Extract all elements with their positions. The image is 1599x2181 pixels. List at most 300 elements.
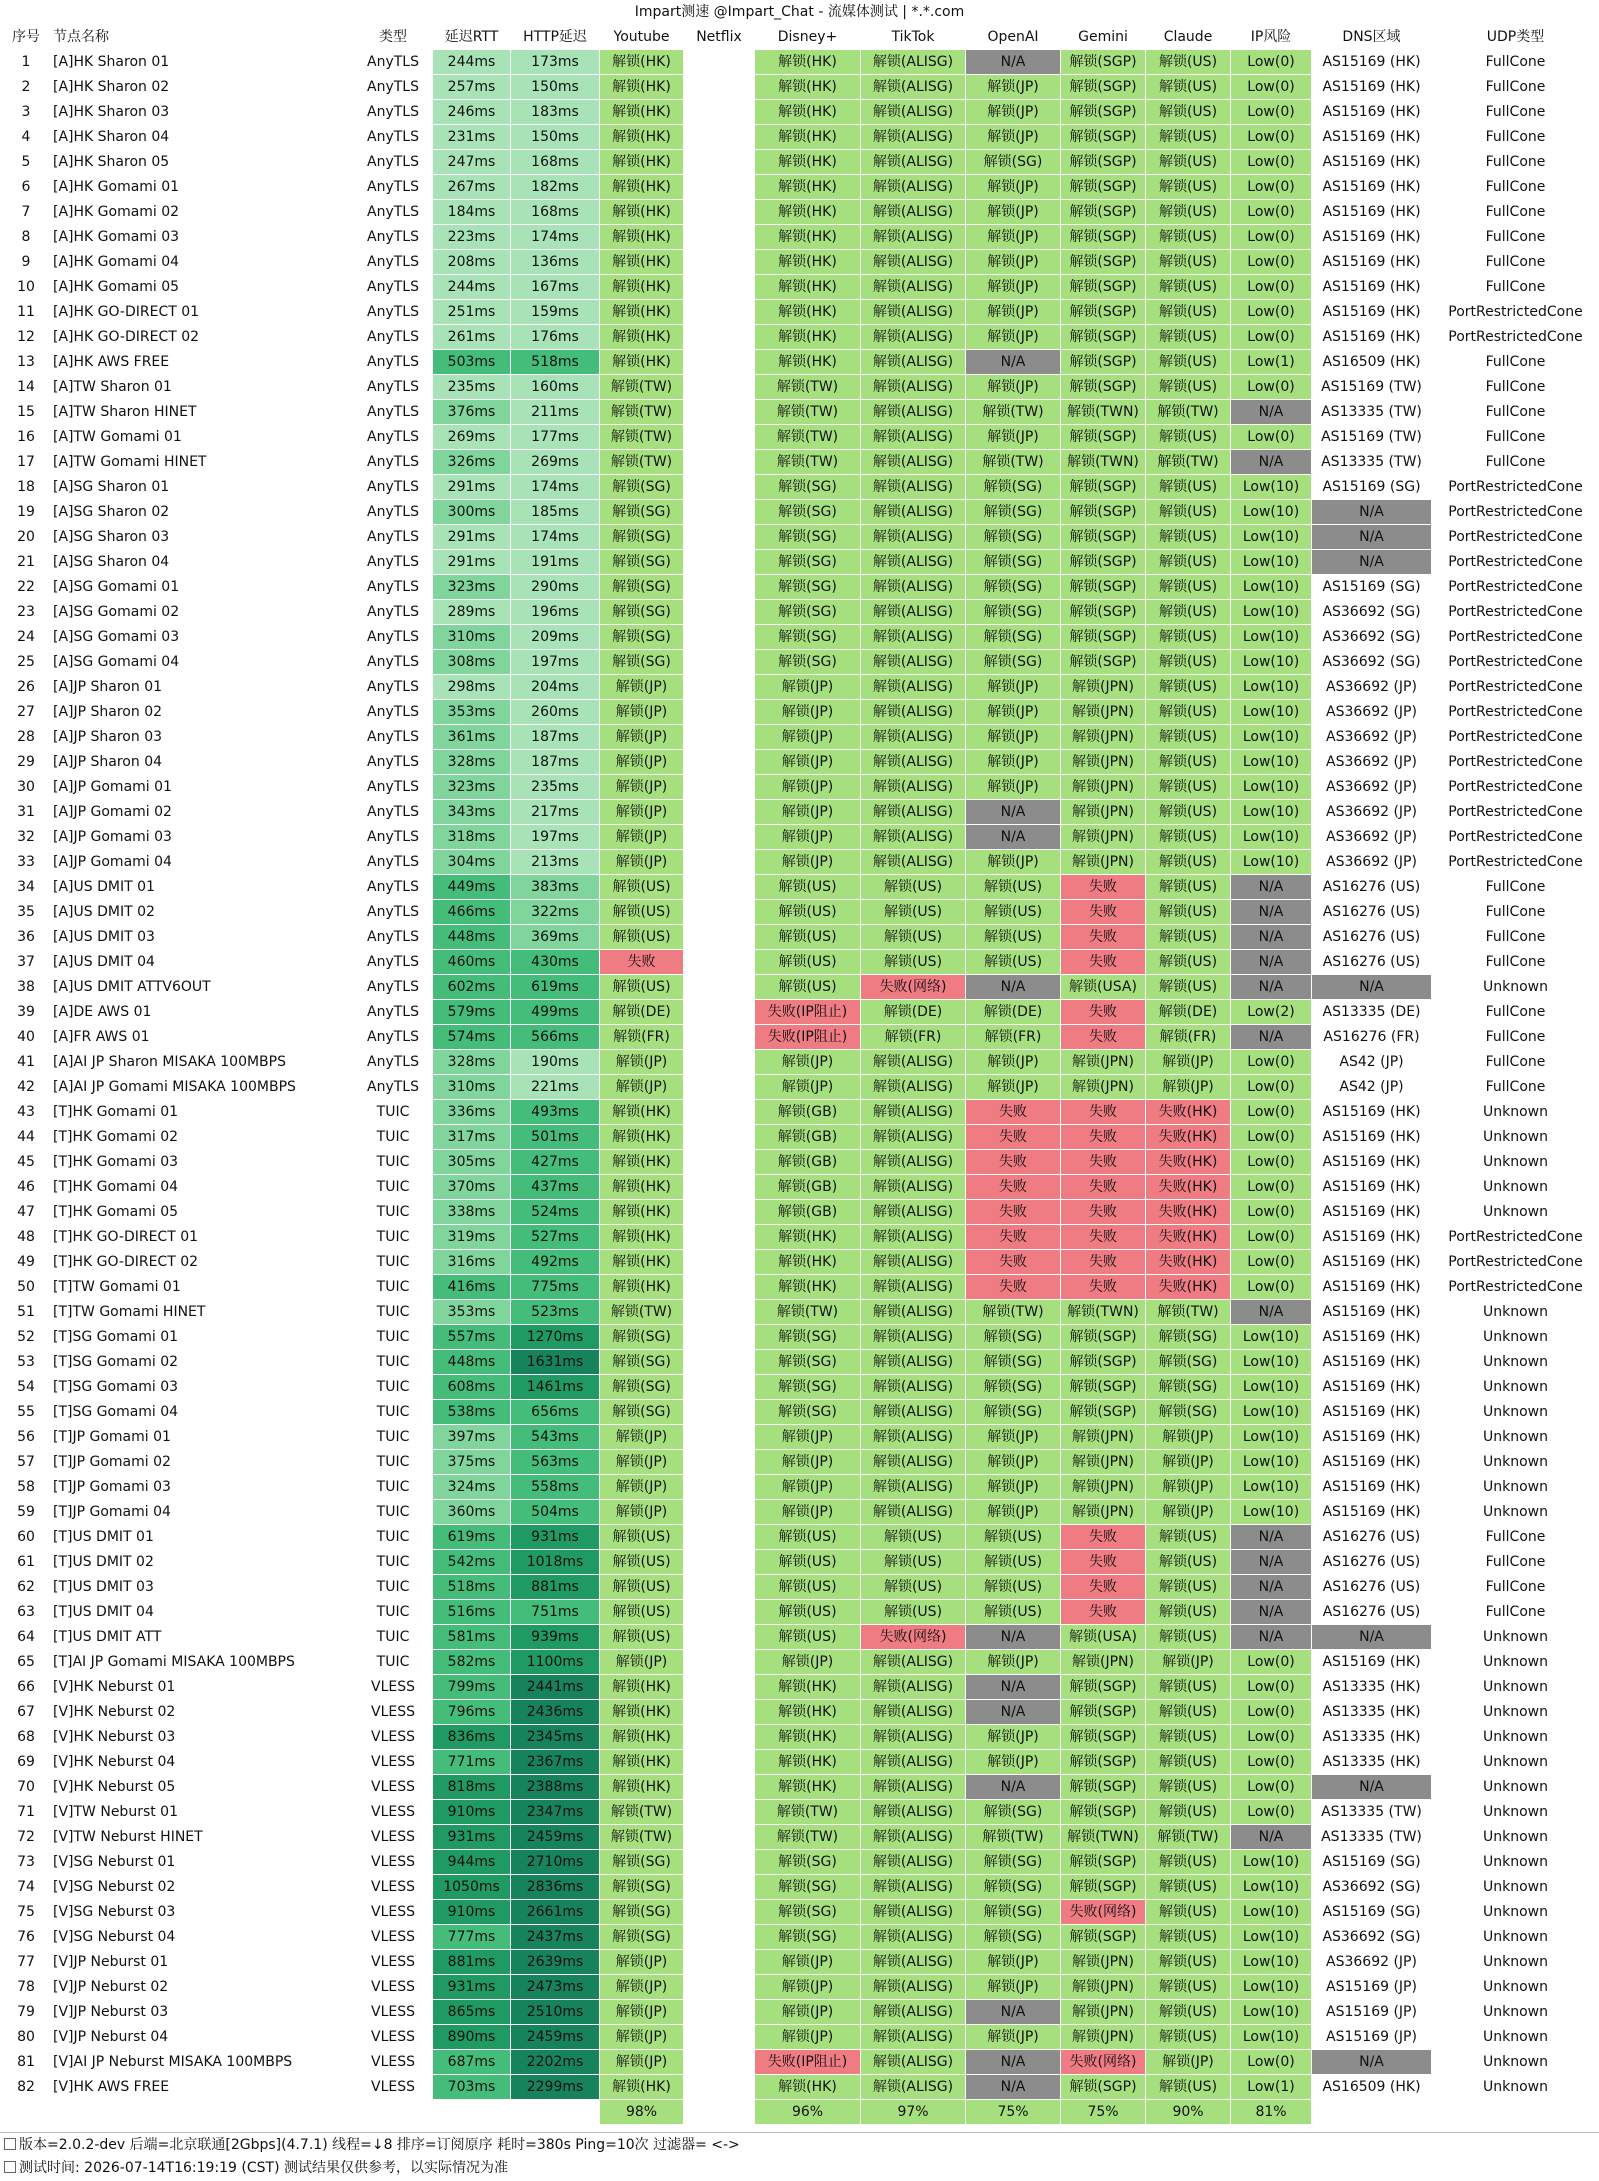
cell-ip-risk: Low(0) <box>1231 1150 1312 1175</box>
cell-disney: 解锁(HK) <box>755 1700 861 1725</box>
table-row <box>0 625 1599 650</box>
cell-openai: N/A <box>966 350 1061 375</box>
cell-youtube: 解锁(JP) <box>600 2050 684 2075</box>
cell-disney: 解锁(GB) <box>755 1175 861 1200</box>
cell-dns-region: AS36692 (JP) <box>1312 750 1432 775</box>
cell-type: AnyTLS <box>354 900 433 925</box>
cell-dns-region: AS36692 (JP) <box>1312 825 1432 850</box>
cell-udp-type: PortRestrictedCone <box>1432 850 1599 875</box>
cell-tiktok: 解锁(ALISG) <box>861 100 966 125</box>
cell-udp-type: FullCone <box>1432 275 1599 300</box>
cell-gemini: 解锁(JPN) <box>1061 1450 1146 1475</box>
cell-disney: 解锁(TW) <box>755 425 861 450</box>
cell-openai: 75% <box>966 2100 1061 2125</box>
cell-netflix <box>684 700 755 725</box>
cell-udp-type: Unknown <box>1432 1950 1599 1975</box>
table-header <box>0 25 1599 50</box>
cell-http-latency: 2437ms <box>511 1925 600 1950</box>
cell-tiktok: 解锁(ALISG) <box>861 1375 966 1400</box>
cell-tiktok: 解锁(ALISG) <box>861 2050 966 2075</box>
cell-youtube: 解锁(HK) <box>600 300 684 325</box>
cell-udp-type: FullCone <box>1432 50 1599 75</box>
cell-netflix <box>684 1325 755 1350</box>
cell-netflix <box>684 1450 755 1475</box>
cell-openai: 解锁(JP) <box>966 1975 1061 2000</box>
cell-http-latency: 235ms <box>511 775 600 800</box>
cell-dns-region: AS15169 (HK) <box>1312 1400 1432 1425</box>
cell-http-latency: 217ms <box>511 800 600 825</box>
cell-http-latency: 437ms <box>511 1175 600 1200</box>
cell-dns-region: AS36692 (SG) <box>1312 1925 1432 1950</box>
cell-netflix <box>684 475 755 500</box>
cell-tiktok: 解锁(ALISG) <box>861 500 966 525</box>
cell-openai: 失败 <box>966 1250 1061 1275</box>
cell-claude: 解锁(SG) <box>1146 1400 1231 1425</box>
cell-youtube: 解锁(HK) <box>600 1750 684 1775</box>
table-row <box>0 200 1599 225</box>
cell-gemini: 解锁(SGP) <box>1061 50 1146 75</box>
cell-type: TUIC <box>354 1450 433 1475</box>
cell-http-latency: 2459ms <box>511 1825 600 1850</box>
table-row <box>0 1050 1599 1075</box>
cell-type: AnyTLS <box>354 475 433 500</box>
cell-gemini: 失败 <box>1061 1550 1146 1575</box>
cell-claude: 解锁(JP) <box>1146 2050 1231 2075</box>
cell-ip-risk: Low(0) <box>1231 1750 1312 1775</box>
cell-disney: 解锁(GB) <box>755 1100 861 1125</box>
cell-http-latency: 383ms <box>511 875 600 900</box>
cell-http-latency: 2510ms <box>511 2000 600 2025</box>
cell-youtube: 解锁(HK) <box>600 275 684 300</box>
cell-index: 73 <box>0 1850 53 1875</box>
cell-claude: 解锁(US) <box>1146 825 1231 850</box>
cell-openai: 失败 <box>966 1200 1061 1225</box>
cell-udp-type <box>1432 2100 1599 2125</box>
cell-index <box>0 2100 53 2125</box>
cell-youtube: 解锁(SG) <box>600 1375 684 1400</box>
cell-tiktok: 解锁(ALISG) <box>861 850 966 875</box>
cell-type: VLESS <box>354 1800 433 1825</box>
cell-openai: 解锁(JP) <box>966 700 1061 725</box>
cell-type: VLESS <box>354 1900 433 1925</box>
cell-tiktok: 解锁(ALISG) <box>861 325 966 350</box>
cell-node-name: [V]SG Neburst 02 <box>53 1875 354 1900</box>
cell-rtt: 353ms <box>433 1300 511 1325</box>
cell-netflix <box>684 575 755 600</box>
cell-node-name: [A]JP Gomami 01 <box>53 775 354 800</box>
cell-gemini: 解锁(SGP) <box>1061 75 1146 100</box>
cell-rtt: 881ms <box>433 1950 511 1975</box>
cell-type: TUIC <box>354 1600 433 1625</box>
cell-index: 77 <box>0 1950 53 1975</box>
cell-node-name: [V]HK Neburst 01 <box>53 1675 354 1700</box>
cell-gemini: 解锁(JPN) <box>1061 675 1146 700</box>
cell-disney: 解锁(JP) <box>755 1425 861 1450</box>
cell-tiktok: 解锁(ALISG) <box>861 1425 966 1450</box>
cell-rtt: 448ms <box>433 1350 511 1375</box>
cell-openai: 解锁(JP) <box>966 100 1061 125</box>
cell-gemini: 失败 <box>1061 1525 1146 1550</box>
table-row <box>0 1300 1599 1325</box>
cell-index: 24 <box>0 625 53 650</box>
cell-ip-risk: Low(10) <box>1231 625 1312 650</box>
cell-gemini: 解锁(SGP) <box>1061 1875 1146 1900</box>
cell-tiktok: 解锁(US) <box>861 1550 966 1575</box>
cell-ip-risk: Low(0) <box>1231 1275 1312 1300</box>
cell-http-latency: 183ms <box>511 100 600 125</box>
cell-type: AnyTLS <box>354 325 433 350</box>
cell-claude: 解锁(US) <box>1146 425 1231 450</box>
cell-udp-type: FullCone <box>1432 225 1599 250</box>
cell-http-latency: 2473ms <box>511 1975 600 2000</box>
table-row <box>0 825 1599 850</box>
test-time-line <box>0 2156 1599 2181</box>
cell-type: AnyTLS <box>354 200 433 225</box>
cell-openai: 解锁(JP) <box>966 1500 1061 1525</box>
cell-youtube: 解锁(JP) <box>600 1500 684 1525</box>
cell-node-name: [A]HK Gomami 05 <box>53 275 354 300</box>
cell-gemini: 解锁(SGP) <box>1061 1350 1146 1375</box>
cell-youtube: 失败 <box>600 950 684 975</box>
cell-http-latency: 2347ms <box>511 1800 600 1825</box>
cell-type: AnyTLS <box>354 550 433 575</box>
cell-dns-region: AS13335 (TW) <box>1312 1800 1432 1825</box>
cell-ip-risk: Low(10) <box>1231 1325 1312 1350</box>
cell-rtt: 503ms <box>433 350 511 375</box>
cell-disney: 解锁(HK) <box>755 1725 861 1750</box>
cell-type: TUIC <box>354 1250 433 1275</box>
cell-claude: 解锁(US) <box>1146 225 1231 250</box>
cell-disney: 解锁(SG) <box>755 600 861 625</box>
cell-index: 53 <box>0 1350 53 1375</box>
cell-openai: N/A <box>966 2050 1061 2075</box>
cell-index: 75 <box>0 1900 53 1925</box>
cell-youtube: 解锁(JP) <box>600 1050 684 1075</box>
cell-dns-region: AS13335 (TW) <box>1312 400 1432 425</box>
cell-udp-type: PortRestrictedCone <box>1432 775 1599 800</box>
cell-udp-type: Unknown <box>1432 1825 1599 1850</box>
cell-http-latency: 322ms <box>511 900 600 925</box>
cell-tiktok: 解锁(FR) <box>861 1025 966 1050</box>
cell-dns-region: AS13335 (DE) <box>1312 1000 1432 1025</box>
cell-http-latency: 2299ms <box>511 2075 600 2100</box>
cell-gemini: 解锁(SGP) <box>1061 325 1146 350</box>
cell-disney: 解锁(US) <box>755 975 861 1000</box>
cell-youtube: 解锁(HK) <box>600 250 684 275</box>
cell-ip-risk: Low(10) <box>1231 1975 1312 2000</box>
table-row <box>0 1225 1599 1250</box>
cell-gemini: 失败 <box>1061 950 1146 975</box>
cell-openai: 解锁(JP) <box>966 75 1061 100</box>
cell-http-latency: 2436ms <box>511 1700 600 1725</box>
cell-udp-type: Unknown <box>1432 1775 1599 1800</box>
cell-gemini: 解锁(TWN) <box>1061 1825 1146 1850</box>
cell-youtube: 解锁(US) <box>600 1575 684 1600</box>
cell-ip-risk: Low(0) <box>1231 300 1312 325</box>
header-gemini: Gemini <box>1061 25 1146 50</box>
cell-gemini: 解锁(TWN) <box>1061 1300 1146 1325</box>
cell-type: VLESS <box>354 2000 433 2025</box>
cell-claude: 失败(HK) <box>1146 1225 1231 1250</box>
table-row <box>0 800 1599 825</box>
cell-udp-type: PortRestrictedCone <box>1432 825 1599 850</box>
cell-udp-type: FullCone <box>1432 1000 1599 1025</box>
cell-udp-type: Unknown <box>1432 1925 1599 1950</box>
cell-udp-type: Unknown <box>1432 1100 1599 1125</box>
cell-node-name: [A]HK GO-DIRECT 02 <box>53 325 354 350</box>
cell-index: 4 <box>0 125 53 150</box>
cell-ip-risk: N/A <box>1231 925 1312 950</box>
cell-rtt: 323ms <box>433 775 511 800</box>
cell-ip-risk: Low(10) <box>1231 1425 1312 1450</box>
cell-dns-region: AS15169 (HK) <box>1312 225 1432 250</box>
cell-openai: 解锁(JP) <box>966 225 1061 250</box>
cell-udp-type: Unknown <box>1432 2025 1599 2050</box>
table-row <box>0 1525 1599 1550</box>
cell-openai: 解锁(JP) <box>966 1950 1061 1975</box>
header-claude: Claude <box>1146 25 1231 50</box>
cell-udp-type: PortRestrictedCone <box>1432 700 1599 725</box>
cell-index: 28 <box>0 725 53 750</box>
cell-udp-type: FullCone <box>1432 875 1599 900</box>
cell-index: 2 <box>0 75 53 100</box>
cell-youtube: 解锁(SG) <box>600 1350 684 1375</box>
cell-node-name: [V]SG Neburst 03 <box>53 1900 354 1925</box>
cell-dns-region: AS15169 (HK) <box>1312 50 1432 75</box>
cell-rtt: 581ms <box>433 1625 511 1650</box>
cell-index: 33 <box>0 850 53 875</box>
cell-udp-type: Unknown <box>1432 1875 1599 1900</box>
cell-index: 51 <box>0 1300 53 1325</box>
cell-ip-risk: Low(10) <box>1231 1925 1312 1950</box>
cell-tiktok: 解锁(US) <box>861 1600 966 1625</box>
cell-type: TUIC <box>354 1150 433 1175</box>
table-row <box>0 375 1599 400</box>
cell-netflix <box>684 1575 755 1600</box>
cell-type: VLESS <box>354 1825 433 1850</box>
cell-dns-region: AS15169 (HK) <box>1312 1450 1432 1475</box>
cell-index: 69 <box>0 1750 53 1775</box>
cell-dns-region: AS15169 (HK) <box>1312 250 1432 275</box>
cell-type: TUIC <box>354 1575 433 1600</box>
cell-type: TUIC <box>354 1125 433 1150</box>
cell-node-name: [T]HK Gomami 01 <box>53 1100 354 1125</box>
cell-type: TUIC <box>354 1625 433 1650</box>
cell-openai: 解锁(SG) <box>966 575 1061 600</box>
cell-udp-type: Unknown <box>1432 1900 1599 1925</box>
cell-udp-type: Unknown <box>1432 1150 1599 1175</box>
cell-ip-risk: N/A <box>1231 875 1312 900</box>
cell-openai: 解锁(US) <box>966 900 1061 925</box>
cell-node-name: [A]HK Gomami 03 <box>53 225 354 250</box>
cell-youtube: 解锁(HK) <box>600 1725 684 1750</box>
cell-type: AnyTLS <box>354 775 433 800</box>
cell-dns-region: AS13335 (TW) <box>1312 1825 1432 1850</box>
cell-udp-type: FullCone <box>1432 100 1599 125</box>
cell-youtube: 解锁(JP) <box>600 1425 684 1450</box>
cell-ip-risk: Low(0) <box>1231 225 1312 250</box>
cell-rtt: 799ms <box>433 1675 511 1700</box>
cell-node-name: [V]SG Neburst 04 <box>53 1925 354 1950</box>
cell-tiktok: 解锁(ALISG) <box>861 50 966 75</box>
cell-openai: 解锁(SG) <box>966 1350 1061 1375</box>
cell-node-name: [A]SG Gomami 03 <box>53 625 354 650</box>
cell-gemini: 失败 <box>1061 1200 1146 1225</box>
cell-gemini: 失败 <box>1061 1100 1146 1125</box>
cell-dns-region: AS15169 (HK) <box>1312 275 1432 300</box>
cell-rtt: 1050ms <box>433 1875 511 1900</box>
cell-tiktok: 解锁(ALISG) <box>861 750 966 775</box>
cell-node-name: [A]JP Sharon 03 <box>53 725 354 750</box>
cell-http-latency: 499ms <box>511 1000 600 1025</box>
cell-disney: 解锁(JP) <box>755 1075 861 1100</box>
table-row <box>0 2075 1599 2100</box>
cell-disney: 解锁(US) <box>755 875 861 900</box>
cell-node-name: [A]TW Sharon 01 <box>53 375 354 400</box>
cell-tiktok: 解锁(US) <box>861 925 966 950</box>
cell-openai: 解锁(SG) <box>966 1875 1061 1900</box>
cell-rtt: 796ms <box>433 1700 511 1725</box>
cell-claude: 解锁(US) <box>1146 1700 1231 1725</box>
cell-http-latency: 174ms <box>511 225 600 250</box>
cell-youtube: 解锁(TW) <box>600 450 684 475</box>
cell-youtube: 解锁(JP) <box>600 1975 684 2000</box>
cell-ip-risk: Low(10) <box>1231 1850 1312 1875</box>
cell-netflix <box>684 1250 755 1275</box>
table-row <box>0 1150 1599 1175</box>
cell-http-latency: 492ms <box>511 1250 600 1275</box>
cell-openai: 解锁(SG) <box>966 1325 1061 1350</box>
cell-tiktok: 解锁(ALISG) <box>861 1750 966 1775</box>
cell-gemini: 解锁(USA) <box>1061 1625 1146 1650</box>
cell-type: AnyTLS <box>354 575 433 600</box>
cell-rtt: 310ms <box>433 625 511 650</box>
cell-rtt: 291ms <box>433 525 511 550</box>
cell-http-latency: 211ms <box>511 400 600 425</box>
cell-gemini: 失败 <box>1061 925 1146 950</box>
cell-node-name: [A]SG Gomami 01 <box>53 575 354 600</box>
cell-openai: 解锁(SG) <box>966 525 1061 550</box>
cell-ip-risk: N/A <box>1231 450 1312 475</box>
cell-netflix <box>684 675 755 700</box>
cell-ip-risk: Low(10) <box>1231 1350 1312 1375</box>
cell-tiktok: 解锁(ALISG) <box>861 225 966 250</box>
cell-youtube: 解锁(HK) <box>600 50 684 75</box>
cell-youtube: 解锁(US) <box>600 900 684 925</box>
cell-node-name: [V]TW Neburst 01 <box>53 1800 354 1825</box>
cell-gemini: 解锁(SGP) <box>1061 1675 1146 1700</box>
cell-rtt: 777ms <box>433 1925 511 1950</box>
cell-netflix <box>684 1075 755 1100</box>
cell-disney: 解锁(US) <box>755 900 861 925</box>
cell-claude: 解锁(US) <box>1146 125 1231 150</box>
cell-ip-risk: Low(0) <box>1231 1225 1312 1250</box>
cell-claude: 失败(HK) <box>1146 1275 1231 1300</box>
cell-disney: 解锁(SG) <box>755 1375 861 1400</box>
cell-http-latency: 518ms <box>511 350 600 375</box>
cell-youtube: 解锁(JP) <box>600 1075 684 1100</box>
cell-tiktok: 解锁(ALISG) <box>861 550 966 575</box>
cell-ip-risk: Low(10) <box>1231 750 1312 775</box>
cell-gemini: 解锁(JPN) <box>1061 1425 1146 1450</box>
cell-tiktok: 解锁(ALISG) <box>861 2075 966 2100</box>
cell-youtube: 解锁(DE) <box>600 1000 684 1025</box>
table-row <box>0 1100 1599 1125</box>
cell-netflix <box>684 1050 755 1075</box>
cell-gemini: 解锁(SGP) <box>1061 1325 1146 1350</box>
cell-ip-risk: Low(0) <box>1231 325 1312 350</box>
table-row <box>0 1675 1599 1700</box>
header-tiktok: TikTok <box>861 25 966 50</box>
cell-netflix <box>684 2025 755 2050</box>
cell-tiktok: 解锁(ALISG) <box>861 125 966 150</box>
cell-rtt: 931ms <box>433 1975 511 2000</box>
table-row <box>0 150 1599 175</box>
cell-openai: N/A <box>966 1625 1061 1650</box>
cell-disney: 解锁(HK) <box>755 1225 861 1250</box>
header-netflix: Netflix <box>684 25 755 50</box>
cell-ip-risk: N/A <box>1231 400 1312 425</box>
cell-dns-region: AS15169 (HK) <box>1312 1150 1432 1175</box>
cell-youtube: 解锁(TW) <box>600 400 684 425</box>
cell-netflix <box>684 400 755 425</box>
cell-tiktok: 解锁(ALISG) <box>861 1175 966 1200</box>
cell-netflix <box>684 950 755 975</box>
cell-netflix <box>684 425 755 450</box>
cell-type: AnyTLS <box>354 75 433 100</box>
cell-youtube: 解锁(HK) <box>600 1700 684 1725</box>
cell-index: 31 <box>0 800 53 825</box>
cell-rtt: 542ms <box>433 1550 511 1575</box>
cell-udp-type: PortRestrictedCone <box>1432 1250 1599 1275</box>
cell-openai: 解锁(SG) <box>966 1400 1061 1425</box>
cell-rtt: 304ms <box>433 850 511 875</box>
cell-http-latency: 430ms <box>511 950 600 975</box>
cell-http-latency: 260ms <box>511 700 600 725</box>
cell-udp-type: FullCone <box>1432 200 1599 225</box>
cell-gemini: 解锁(JPN) <box>1061 775 1146 800</box>
cell-index: 71 <box>0 1800 53 1825</box>
cell-dns-region: AS15169 (HK) <box>1312 1100 1432 1125</box>
table-row <box>0 1825 1599 1850</box>
cell-tiktok: 解锁(ALISG) <box>861 1825 966 1850</box>
cell-rtt: 360ms <box>433 1500 511 1525</box>
cell-netflix <box>684 350 755 375</box>
cell-disney: 解锁(HK) <box>755 75 861 100</box>
cell-youtube: 解锁(HK) <box>600 150 684 175</box>
cell-tiktok: 解锁(ALISG) <box>861 1500 966 1525</box>
cell-index: 5 <box>0 150 53 175</box>
cell-node-name: [T]HK Gomami 05 <box>53 1200 354 1225</box>
cell-index: 27 <box>0 700 53 725</box>
cell-udp-type: PortRestrictedCone <box>1432 475 1599 500</box>
cell-dns-region: AS15169 (SG) <box>1312 1850 1432 1875</box>
cell-youtube: 解锁(JP) <box>600 825 684 850</box>
header-type: 类型 <box>354 25 433 50</box>
cell-rtt: 208ms <box>433 250 511 275</box>
cell-netflix <box>684 200 755 225</box>
cell-claude: 解锁(SG) <box>1146 1375 1231 1400</box>
cell-netflix <box>684 1100 755 1125</box>
cell-gemini: 失败(网络) <box>1061 1900 1146 1925</box>
cell-dns-region: AS15169 (HK) <box>1312 1375 1432 1400</box>
cell-ip-risk: Low(0) <box>1231 75 1312 100</box>
cell-tiktok: 解锁(ALISG) <box>861 650 966 675</box>
table-row <box>0 50 1599 75</box>
cell-type: AnyTLS <box>354 925 433 950</box>
cell-tiktok: 解锁(ALISG) <box>861 1450 966 1475</box>
cell-youtube: 98% <box>600 2100 684 2125</box>
